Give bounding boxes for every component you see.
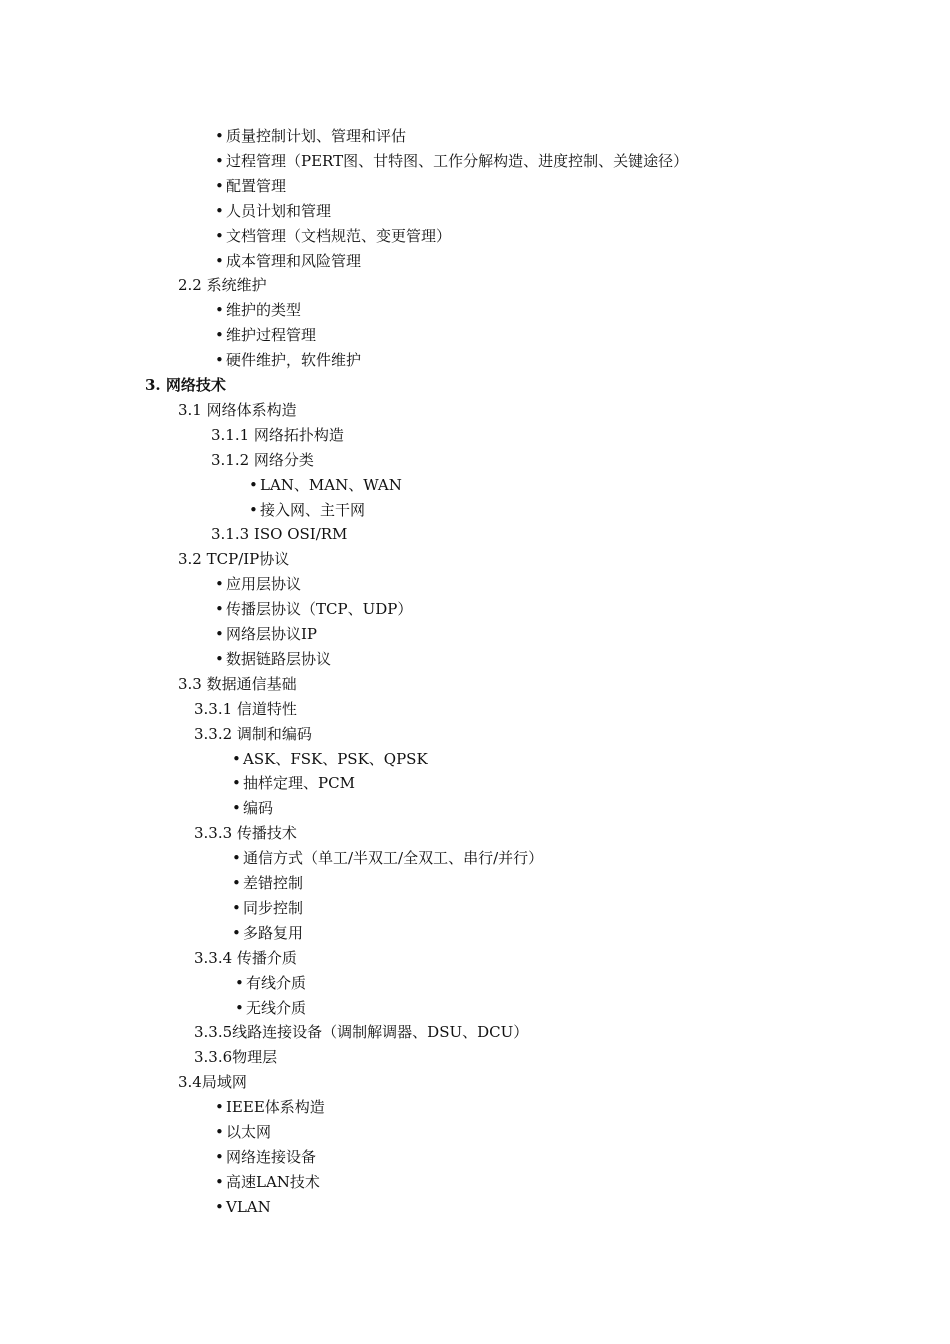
line-text: 3. 网络技术 <box>145 376 226 394</box>
bullet-icon: • <box>215 176 224 195</box>
bullet-icon: • <box>215 127 224 145</box>
line-text: 3.2 TCP/IP协议 <box>178 550 290 569</box>
list-item <box>215 1122 271 1142</box>
line-text: 数据链路层协议 <box>226 649 332 668</box>
list-item <box>215 226 451 246</box>
list-item <box>235 998 306 1018</box>
section-heading <box>194 1047 277 1067</box>
bullet-icon: • <box>232 874 241 892</box>
section-heading <box>178 549 289 569</box>
line-text: 硬件维护，软件维护 <box>226 351 362 370</box>
line-text: 过程管理（PERT图、甘特图、工作分解构造、进度控制、关键途径） <box>226 151 689 170</box>
list-item <box>215 176 286 196</box>
line-text: ASK、FSK、PSK、QPSK <box>243 749 428 768</box>
bullet-icon: • <box>215 1098 224 1117</box>
list-item <box>215 574 301 594</box>
line-text: 3.3.3 传播技术 <box>194 824 297 843</box>
list-item <box>249 500 365 520</box>
list-item <box>215 151 688 171</box>
line-text: 3.1.1 网络拓扑构造 <box>211 425 344 444</box>
bullet-icon: • <box>215 1172 224 1191</box>
bullet-icon: • <box>215 351 224 370</box>
line-text: 3.3.1 信道特性 <box>194 699 297 718</box>
list-item <box>232 798 273 818</box>
list-item <box>215 1197 271 1217</box>
line-text: 3.3.6物理层 <box>194 1048 278 1067</box>
bullet-icon: • <box>215 151 224 170</box>
bullet-icon: • <box>215 1197 224 1216</box>
section-heading <box>211 524 347 544</box>
line-text: 应用层协议 <box>226 575 302 594</box>
section-heading <box>178 400 297 420</box>
line-text: 抽样定理、PCM <box>243 774 355 793</box>
list-item <box>215 649 331 669</box>
line-text: 3.1.2 网络分类 <box>211 450 314 469</box>
line-text: 无线介质 <box>246 998 307 1017</box>
line-text: 维护过程管理 <box>226 326 317 345</box>
section-heading <box>194 724 312 744</box>
line-text: 人员计划和管理 <box>226 201 332 220</box>
list-item <box>215 624 317 644</box>
line-text: 3.3.4 传播介质 <box>194 948 297 967</box>
bullet-icon: • <box>232 898 241 917</box>
bullet-icon: • <box>215 201 224 220</box>
line-text: 多路复用 <box>243 923 304 942</box>
line-text: 文档管理（文档规范、变更管理） <box>226 226 452 245</box>
line-text: LAN、MAN、WAN <box>260 475 402 494</box>
bullet-icon: • <box>232 749 241 768</box>
line-text: 维护的类型 <box>226 301 302 320</box>
line-text: 3.3.2 调制和编码 <box>194 724 312 743</box>
list-item <box>232 848 543 868</box>
line-text: IEEE体系构造 <box>226 1098 325 1117</box>
list-item <box>232 898 303 918</box>
line-text: 通信方式（单工/半双工/全双工、串行/并行） <box>243 849 544 868</box>
line-text: 网络连接设备 <box>226 1147 317 1166</box>
line-text: 成本管理和风险管理 <box>226 251 362 270</box>
bullet-icon: • <box>232 799 241 818</box>
line-text: 3.3.5线路连接设备（调制解调器、DSU、DCU） <box>194 1023 529 1042</box>
line-text: 2.2 系统维护 <box>178 276 267 295</box>
section-heading <box>211 425 344 445</box>
line-text: 编码 <box>243 799 274 818</box>
section-heading <box>194 699 297 719</box>
list-item <box>215 325 316 345</box>
line-text: 网络层协议IP <box>226 625 318 643</box>
bullet-icon: • <box>215 251 224 270</box>
line-text: 高速LAN技术 <box>226 1172 320 1191</box>
bullet-icon: • <box>232 923 241 942</box>
section-heading <box>145 375 226 395</box>
line-text: 传播层协议（TCP、UDP） <box>226 600 413 619</box>
bullet-icon: • <box>232 774 241 793</box>
line-text: 3.3 数据通信基础 <box>178 674 297 693</box>
bullet-icon: • <box>215 1147 224 1166</box>
line-text: 3.1.3 ISO OSI/RM <box>211 525 348 544</box>
line-text: 有线介质 <box>246 973 307 992</box>
line-text: VLAN <box>226 1197 271 1216</box>
line-text: 3.1 网络体系构造 <box>178 400 297 419</box>
line-text: 质量控制计划、管理和评估 <box>226 127 407 145</box>
list-item <box>215 350 361 370</box>
bullet-icon: • <box>215 575 224 594</box>
section-heading <box>194 948 297 968</box>
section-heading <box>194 1022 528 1042</box>
bullet-icon: • <box>215 600 224 619</box>
list-item <box>249 475 402 495</box>
bullet-icon: • <box>232 849 241 868</box>
bullet-icon: • <box>215 226 224 245</box>
section-heading <box>194 823 297 843</box>
list-item <box>215 1147 316 1167</box>
bullet-icon: • <box>215 301 224 320</box>
line-text: 3.4局域网 <box>178 1073 247 1092</box>
list-item <box>215 126 406 146</box>
section-heading <box>178 275 267 295</box>
bullet-icon: • <box>215 649 224 668</box>
list-item <box>215 300 301 320</box>
bullet-icon: • <box>235 998 244 1017</box>
list-item <box>232 773 355 793</box>
list-item <box>232 923 303 943</box>
line-text: 配置管理 <box>226 176 287 195</box>
list-item <box>215 251 361 271</box>
list-item <box>215 1097 325 1117</box>
list-item <box>232 749 428 769</box>
section-heading <box>178 674 297 694</box>
line-text: 差错控制 <box>243 874 304 892</box>
line-text: 接入网、主干网 <box>260 500 366 519</box>
list-item <box>215 599 412 619</box>
bullet-icon: • <box>235 973 244 992</box>
section-heading <box>178 1072 247 1092</box>
list-item <box>215 1172 320 1192</box>
list-item <box>232 873 303 893</box>
line-text: 同步控制 <box>243 898 304 917</box>
bullet-icon: • <box>249 475 258 494</box>
list-item <box>235 973 306 993</box>
line-text: 以太网 <box>226 1123 272 1141</box>
bullet-icon: • <box>249 500 258 519</box>
bullet-icon: • <box>215 326 224 345</box>
bullet-icon: • <box>215 1123 224 1141</box>
bullet-icon: • <box>215 625 224 643</box>
list-item <box>215 201 331 221</box>
section-heading <box>211 450 314 470</box>
